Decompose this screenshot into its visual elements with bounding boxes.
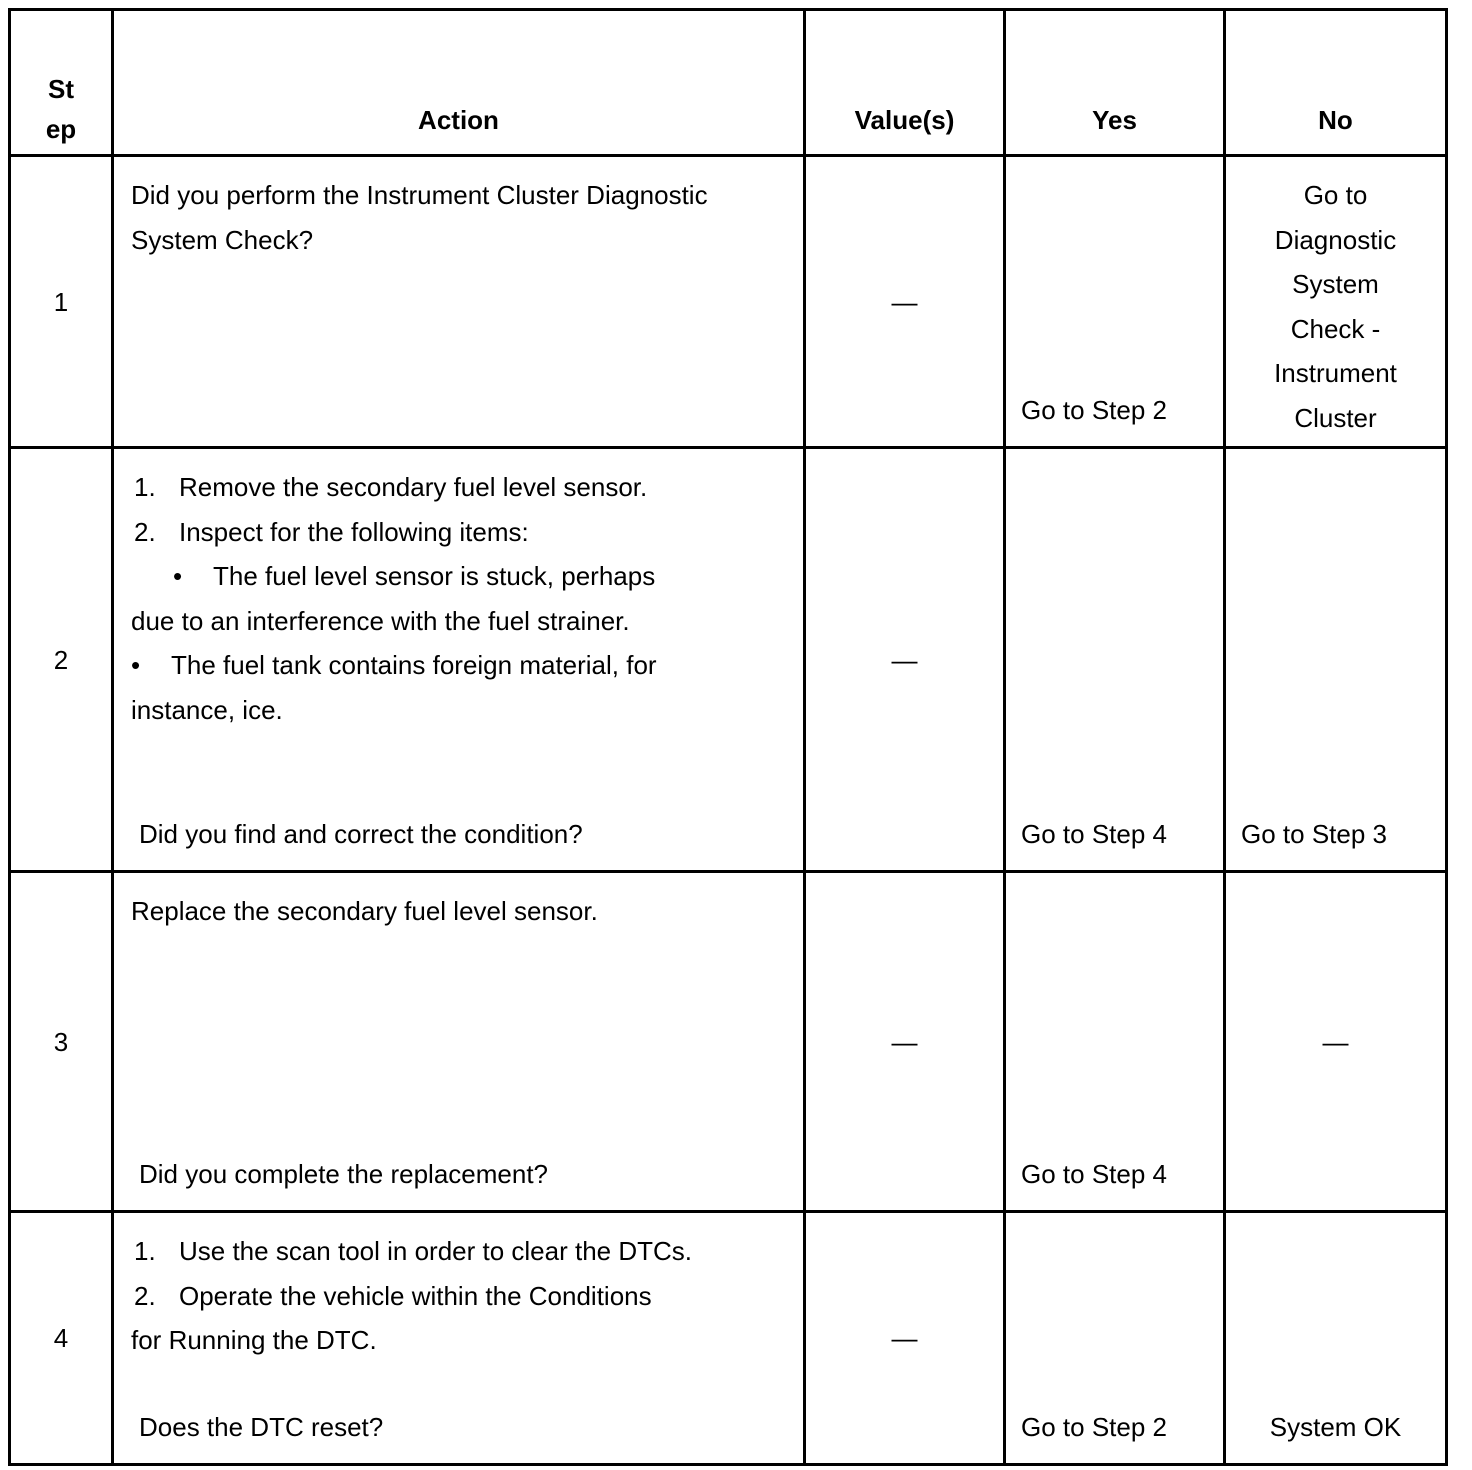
header-yes: Yes <box>1005 10 1225 156</box>
step-cell <box>10 448 113 872</box>
no-cell <box>1225 448 1447 872</box>
no-text: System OK <box>1269 1411 1402 1442</box>
step-cell <box>10 1212 113 1465</box>
header-step-line1: St <box>48 74 74 104</box>
numbered-item: 1. Use the scan tool in order to clear the DTCs. <box>134 1236 693 1266</box>
table-row <box>10 1212 1447 1465</box>
action-cell <box>113 448 805 872</box>
bullet-item-continuation: due to an interference with the fuel strainer. <box>131 605 630 636</box>
value-text: — <box>891 286 918 317</box>
yes-cell <box>1005 1212 1225 1465</box>
no-line: Cluster <box>1294 402 1377 433</box>
table-row <box>10 156 1447 448</box>
yes-text: Go to Step 2 <box>1021 394 1167 425</box>
yes-text: Go to Step 4 <box>1021 1158 1167 1189</box>
yes-text: Go to Step 2 <box>1021 1411 1167 1442</box>
numbered-item: 2. Operate the vehicle within the Conditions <box>134 1280 652 1311</box>
no-text: — <box>1322 1026 1349 1057</box>
value-cell <box>805 156 1005 448</box>
bullet-icon: • <box>131 650 141 680</box>
diagnostic-table <box>8 8 1448 1466</box>
yes-cell <box>1005 448 1225 872</box>
no-line: System <box>1292 269 1379 299</box>
header-no: No <box>1225 10 1447 156</box>
bullet-item: • The fuel tank contains foreign material, for <box>131 643 793 688</box>
header-action: Action <box>113 10 805 156</box>
yes-cell <box>1005 872 1225 1212</box>
value-cell <box>805 1212 1005 1465</box>
value-cell <box>805 448 1005 872</box>
action-question: Does the DTC reset? <box>139 1411 384 1442</box>
bullet-icon: • <box>173 561 183 591</box>
no-cell <box>1225 1212 1447 1465</box>
no-cell <box>1225 156 1447 448</box>
numbered-item: 1. Remove the secondary fuel level sensor. <box>134 472 648 502</box>
action-cell <box>113 1212 805 1465</box>
header-values: Value(s) <box>805 10 1005 156</box>
table-row <box>10 872 1447 1212</box>
numbered-item-continuation: for Running the DTC. <box>131 1325 377 1355</box>
header-row <box>10 10 1447 156</box>
bullet-item: • The fuel level sensor is stuck, perhaps <box>131 554 793 599</box>
step-number: 1 <box>53 286 69 317</box>
value-text: — <box>891 1026 918 1057</box>
no-line: Go to <box>1303 180 1368 210</box>
value-text: — <box>891 644 918 675</box>
yes-cell <box>1005 156 1225 448</box>
no-line: Check - <box>1290 313 1381 344</box>
header-step-line2: ep <box>45 114 77 144</box>
no-cell <box>1225 872 1447 1212</box>
yes-text: Go to Step 4 <box>1021 818 1167 849</box>
no-line: Instrument <box>1274 358 1397 388</box>
step-cell <box>10 156 113 448</box>
step-cell <box>10 872 113 1212</box>
action-line: Replace the secondary fuel level sensor. <box>131 896 598 926</box>
bullet-item-continuation: instance, ice. <box>131 694 283 725</box>
header-step <box>10 10 113 156</box>
step-number: 4 <box>53 1322 69 1353</box>
step-number: 3 <box>53 1026 69 1057</box>
value-text: — <box>891 1322 918 1353</box>
no-line: Diagnostic <box>1274 224 1397 255</box>
action-cell <box>113 872 805 1212</box>
value-cell <box>805 872 1005 1212</box>
action-line: System Check? <box>131 224 314 255</box>
action-question: Did you find and correct the condition? <box>139 818 583 849</box>
action-line: Did you perform the Instrument Cluster Diagnostic <box>131 180 708 210</box>
table-row <box>10 448 1447 872</box>
numbered-item: 2. Inspect for the following items: <box>134 516 529 547</box>
action-question: Did you complete the replacement? <box>139 1158 549 1189</box>
no-text: Go to Step 3 <box>1241 818 1387 849</box>
action-cell <box>113 156 805 448</box>
step-number: 2 <box>53 644 69 675</box>
